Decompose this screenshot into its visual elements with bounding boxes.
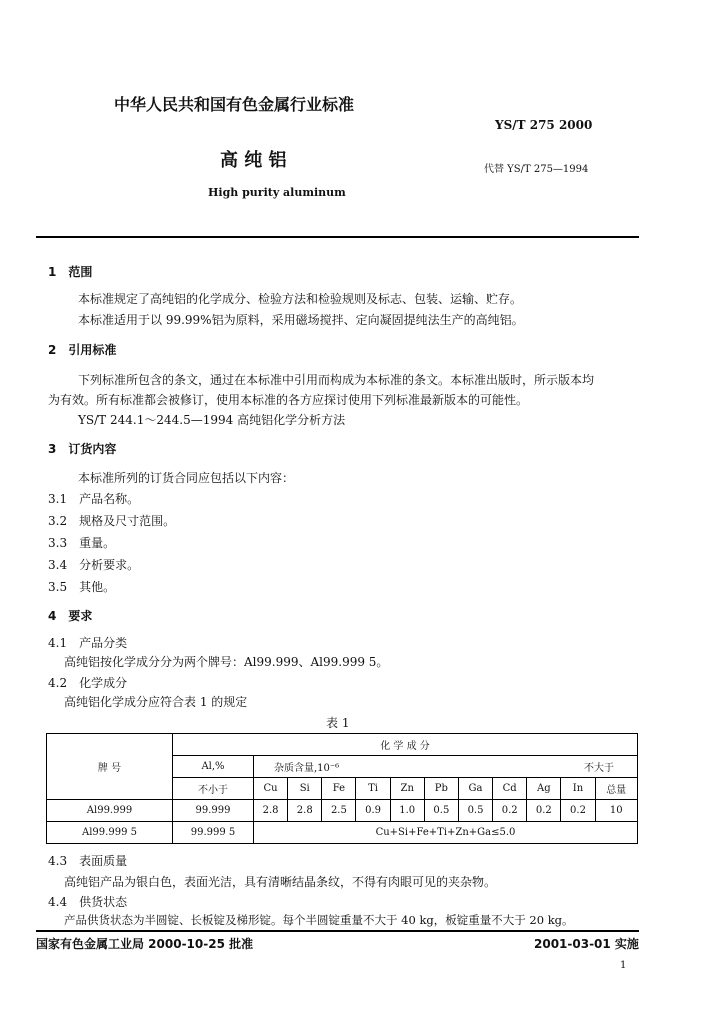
element-header: Cd: [493, 778, 527, 800]
value-cell: 0.2: [493, 800, 527, 822]
paragraph: YS/T 244.1～244.5—1994 高纯铝化学分析方法: [78, 413, 346, 427]
section-3-heading: 3 订货内容: [48, 442, 117, 456]
page-number: 1: [620, 960, 627, 971]
header-max: 不大于: [561, 756, 638, 778]
subsection-heading: 4.4 供货状态: [48, 895, 128, 909]
header-impurity: 杂质含量,10⁻⁶: [254, 756, 561, 778]
paragraph: 本标准所列的订货合同应包括以下内容：: [78, 471, 295, 485]
value-cell: 0.5: [458, 800, 492, 822]
list-item: 3.1 产品名称。: [48, 492, 140, 506]
org-title: 中华人民共和国有色金属行业标准: [114, 95, 355, 114]
element-header: In: [561, 778, 595, 800]
approval-date: 国家有色金属工业局 2000-10-25 批准: [36, 937, 254, 951]
al-cell: 99.999: [173, 800, 254, 822]
grade-cell: Al99.999: [47, 800, 173, 822]
grade-cell: Al99.999 5: [47, 822, 173, 844]
header-al: Al,%: [173, 756, 254, 778]
paragraph: 本标准规定了高纯铝的化学成分、检验方法和检验规则及标志、包装、运输、贮存。: [78, 292, 523, 306]
element-header: Fe: [322, 778, 356, 800]
paragraph: 高纯铝化学成分应符合表 1 的规定: [64, 695, 248, 709]
value-cell: 2.8: [288, 800, 322, 822]
paragraph: 本标准适用于以 99.99%铝为原料，采用磁场搅拌、定向凝固提纯法生产的高纯铝。: [78, 313, 524, 327]
value-cell: 2.8: [254, 800, 288, 822]
value-cell: 0.2: [561, 800, 595, 822]
value-cell: 10: [595, 800, 637, 822]
header-chem: 化 学 成 分: [173, 734, 638, 756]
element-header: Pb: [424, 778, 458, 800]
subsection-heading: 4.3 表面质量: [48, 854, 128, 868]
value-cell: 0.9: [356, 800, 390, 822]
list-item: 3.3 重量。: [48, 536, 116, 550]
value-cell: 0.2: [527, 800, 561, 822]
table-caption: 表 1: [326, 716, 350, 730]
section-4-heading: 4 要求: [48, 609, 93, 623]
element-header: Si: [288, 778, 322, 800]
sum-cell: Cu+Si+Fe+Ti+Zn+Ga≤5.0: [254, 822, 638, 844]
element-header: 总量: [595, 778, 637, 800]
element-header: Zn: [390, 778, 424, 800]
section-1-heading: 1 范围: [48, 265, 93, 279]
element-header: Cu: [254, 778, 288, 800]
section-2-heading: 2 引用标准: [48, 343, 117, 357]
paragraph: 为有效。所有标准都会被修订，使用本标准的各方应探讨使用下列标准最新版本的可能性。: [48, 393, 529, 407]
paragraph: 高纯铝按化学成分分为两个牌号：Al99.999、Al99.999 5。: [64, 655, 389, 669]
doc-title: 高 纯 铝: [220, 150, 287, 171]
effective-date: 2001-03-01 实施: [534, 937, 639, 951]
subsection-heading: 4.1 产品分类: [48, 636, 128, 650]
element-header: Ti: [356, 778, 390, 800]
paragraph: 高纯铝产品为银白色，表面光洁，具有清晰结晶条纹，不得有肉眼可见的夹杂物。: [64, 875, 497, 889]
al-cell: 99.999 5: [173, 822, 254, 844]
list-item: 3.2 规格及尺寸范围。: [48, 514, 176, 528]
list-item: 3.5 其他。: [48, 580, 116, 594]
list-item: 3.4 分析要求。: [48, 558, 140, 572]
header-min: 不小于: [173, 778, 254, 800]
footer-rule: [36, 930, 639, 932]
header-rule: [36, 236, 639, 238]
value-cell: 2.5: [322, 800, 356, 822]
replaces: 代替 YS/T 275—1994: [484, 164, 589, 175]
value-cell: 0.5: [424, 800, 458, 822]
paragraph: 下列标准所包含的条文，通过在本标准中引用而构成为本标准的条文。本标准出版时，所示版本均: [78, 373, 595, 387]
element-header: Ga: [458, 778, 492, 800]
element-header: Ag: [527, 778, 561, 800]
value-cell: 1.0: [390, 800, 424, 822]
paragraph: 产品供货状态为半圆锭、长板锭及梯形锭。每个半圆锭重量不大于 40 kg，板锭重量不大于 20 kg。: [64, 913, 574, 927]
chemical-composition-table: [46, 733, 638, 844]
header-grade: 牌 号: [47, 734, 173, 800]
english-title: High purity aluminum: [208, 186, 346, 199]
standard-code: YS/T 275 2000: [495, 118, 593, 132]
subsection-heading: 4.2 化学成分: [48, 676, 128, 690]
